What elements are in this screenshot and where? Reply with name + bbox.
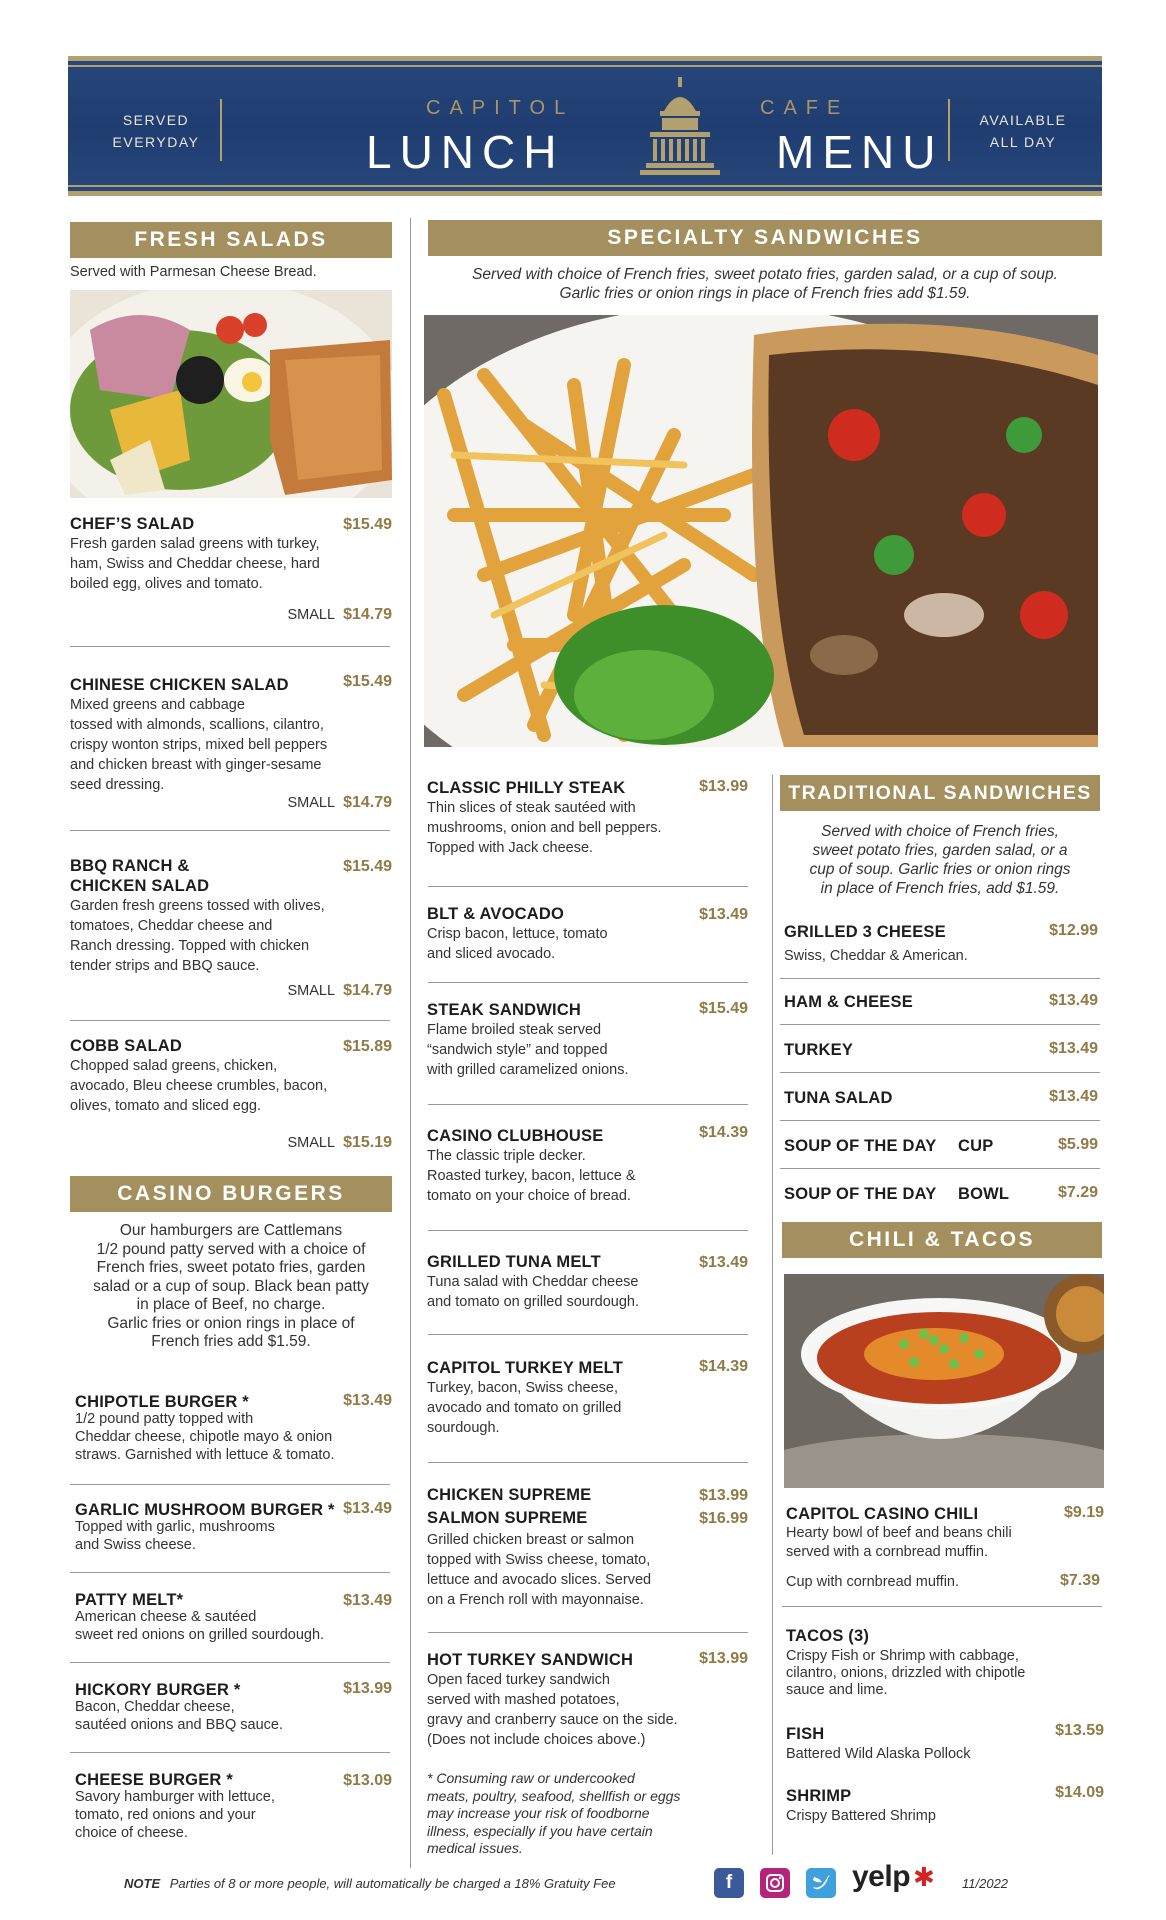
footer-note-text: Parties of 8 or more people, will automatically be charged a 18% Gratuity Fee xyxy=(169,1876,616,1891)
banner-menu: MENU xyxy=(776,126,944,178)
cobb-salad-name: COBB SALAD xyxy=(70,1037,182,1055)
twitter-icon[interactable] xyxy=(806,1868,836,1898)
turkey-name: TURKEY xyxy=(784,1041,854,1059)
chefs-salad-desc-3: boiled egg, olives and tomato. xyxy=(70,576,263,592)
casino-burgers-header: CASINO BURGERS xyxy=(70,1176,392,1212)
disclaimer-3: may increase your risk of foodborne xyxy=(427,1805,650,1821)
bbq-ranch-small xyxy=(200,982,392,1000)
divider xyxy=(70,1662,390,1663)
salads-note: Served with Parmesan Cheese Bread. xyxy=(70,264,317,280)
supreme-desc-3: lettuce and avocado slices. Served xyxy=(427,1572,652,1588)
yelp-burst-icon: ✱ xyxy=(913,1862,935,1892)
garlic-mushroom-burger-price: $13.49 xyxy=(343,1500,392,1517)
banner-capitol: CAPITOL xyxy=(426,97,575,119)
disclaimer-4: illness, especially if you have certain xyxy=(427,1822,653,1839)
philly-steak-photo xyxy=(424,315,1098,747)
tuna-melt-desc-2: and tomato on grilled sourdough. xyxy=(427,1294,640,1310)
chefs-salad-desc-1: Fresh garden salad greens with turkey, xyxy=(70,536,320,552)
divider xyxy=(780,978,1100,979)
banner-cafe: CAFE xyxy=(760,97,850,119)
chefs-salad-price: $15.49 xyxy=(343,516,392,533)
cheese-burger-name: CHEESE BURGER * xyxy=(75,1771,233,1789)
banner-lunch: LUNCH xyxy=(366,126,565,178)
grilled-3-cheese-name: GRILLED 3 CHEESE xyxy=(784,923,946,941)
cobb-small-label: SMALL xyxy=(287,1135,336,1151)
chinese-chicken-small-label: SMALL xyxy=(287,795,336,811)
twitter-glyph xyxy=(811,1874,831,1892)
footer-date: 11/2022 xyxy=(962,1876,1009,1891)
divider xyxy=(428,886,748,887)
specialty-note-2: Garlic fries or onion rings in place of French fries add $1.59. xyxy=(559,285,971,302)
chinese-chicken-desc-1: Mixed greens and cabbage xyxy=(70,697,245,713)
chefs-salad-small-label: SMALL xyxy=(287,607,336,623)
hot-turkey-sandwich-name: HOT TURKEY SANDWICH xyxy=(427,1651,634,1669)
steak-sandwich-name: STEAK SANDWICH xyxy=(427,1001,582,1019)
shrimp-taco-price: $14.09 xyxy=(1055,1784,1104,1801)
patty-melt-price: $13.49 xyxy=(343,1592,392,1609)
divider xyxy=(782,1606,1102,1607)
hickory-desc-2: sautéed onions and BBQ sauce. xyxy=(75,1717,283,1733)
hickory-desc-1: Bacon, Cheddar cheese, xyxy=(75,1699,235,1715)
chipotle-desc-1: 1/2 pound patty topped with xyxy=(75,1411,254,1427)
bbq-ranch-desc-2: tomatoes, Cheddar cheese and xyxy=(70,918,273,934)
steak-sandwich-price: $15.49 xyxy=(699,1000,748,1017)
blt-avocado-price: $13.49 xyxy=(699,906,748,923)
chinese-chicken-small-price: $14.79 xyxy=(343,794,392,811)
shrimp-taco-desc: Crispy Battered Shrimp xyxy=(786,1808,936,1824)
fish-taco-name: FISH xyxy=(786,1725,825,1743)
burgers-intro-6: Garlic fries or onion rings in place of xyxy=(107,1314,355,1332)
grilled-tuna-melt-price: $13.49 xyxy=(699,1254,748,1271)
burgers-intro-3: French fries, sweet potato fries, garden xyxy=(96,1259,366,1276)
menu-banner xyxy=(68,56,1102,196)
steak-sandwich-desc-1: Flame broiled steak served xyxy=(427,1022,602,1038)
burgers-intro-7: French fries add $1.59. xyxy=(151,1333,311,1350)
chinese-chicken-desc-3: crispy wonton strips, mixed bell peppers xyxy=(70,737,328,753)
steak-sandwich-desc-3: with grilled caramelized onions. xyxy=(427,1062,629,1078)
clubhouse-desc-1: The classic triple decker. xyxy=(427,1148,586,1164)
chili-tacos-header: CHILI & TACOS xyxy=(782,1222,1102,1258)
hickory-burger-name: HICKORY BURGER * xyxy=(75,1681,241,1699)
philly-desc-3: Topped with Jack cheese. xyxy=(427,840,594,856)
tuna-melt-desc-1: Tuna salad with Cheddar cheese xyxy=(427,1274,639,1290)
yelp-wordmark: yelp xyxy=(852,1860,911,1893)
disclaimer-5: medical issues. xyxy=(427,1840,523,1856)
chipotle-burger-name: CHIPOTLE BURGER * xyxy=(75,1393,249,1411)
soup-bowl-size: BOWL xyxy=(958,1185,1010,1203)
turkey-melt-desc-3: sourdough. xyxy=(427,1420,500,1436)
divider xyxy=(70,1484,390,1485)
traditional-note-1: Served with choice of French fries, xyxy=(821,823,1059,840)
hot-turkey-desc-2: served with mashed potatoes, xyxy=(427,1692,620,1708)
divider xyxy=(780,1024,1100,1025)
steak-sandwich-desc-2: “sandwich style” and topped xyxy=(427,1042,608,1058)
bbq-ranch-small-label: SMALL xyxy=(287,983,336,999)
chef-salad-photo xyxy=(70,290,392,498)
cheese-burger-desc-1: Savory hamburger with lettuce, xyxy=(75,1789,275,1805)
tacos-desc-2: cilantro, onions, drizzled with chipotle xyxy=(786,1665,1026,1681)
soup-cup-name: SOUP OF THE DAY xyxy=(784,1137,937,1155)
traditional-note-2: sweet potato fries, garden salad, or a xyxy=(812,842,1068,859)
turkey-melt-desc-1: Turkey, bacon, Swiss cheese, xyxy=(427,1380,618,1396)
chili-photo xyxy=(784,1274,1104,1488)
divider xyxy=(70,1572,390,1573)
patty-melt-desc-1: American cheese & sautéed xyxy=(75,1609,257,1625)
hot-turkey-desc-4: (Does not include choices above.) xyxy=(427,1732,646,1748)
salmon-supreme-price: $16.99 xyxy=(699,1510,748,1527)
soup-bowl-price: $7.29 xyxy=(1057,1184,1098,1201)
chefs-salad-small xyxy=(200,606,392,624)
divider xyxy=(428,1230,748,1231)
divider xyxy=(428,1104,748,1105)
cobb-small-price: $15.19 xyxy=(343,1134,392,1151)
divider xyxy=(70,646,390,647)
divider xyxy=(70,1752,390,1753)
chinese-chicken-small xyxy=(200,794,392,812)
bbq-ranch-desc-1: Garden fresh greens tossed with olives, xyxy=(70,898,325,914)
banner-rule-bottom xyxy=(68,185,1102,187)
chili-desc-2: served with a cornbread muffin. xyxy=(786,1544,989,1560)
turkey-melt-desc-2: avocado and tomato on grilled xyxy=(427,1400,622,1416)
chinese-chicken-desc-5: seed dressing. xyxy=(70,777,165,793)
cobb-salad-price: $15.89 xyxy=(343,1038,392,1055)
hot-turkey-desc-1: Open faced turkey sandwich xyxy=(427,1672,610,1688)
column-divider-1 xyxy=(410,218,411,1868)
banner-divider-left xyxy=(220,99,222,161)
divider xyxy=(428,1462,748,1463)
traditional-note-3: cup of soup. Garlic fries or onion rings xyxy=(809,861,1071,878)
soup-bowl-name: SOUP OF THE DAY xyxy=(784,1185,937,1203)
capitol-turkey-melt-price: $14.39 xyxy=(699,1358,748,1375)
clubhouse-desc-3: tomato on your choice of bread. xyxy=(427,1188,631,1204)
blt-desc-2: and sliced avocado. xyxy=(427,946,556,962)
patty-melt-desc-2: sweet red onions on grilled sourdough. xyxy=(75,1627,325,1643)
divider xyxy=(780,1120,1100,1121)
divider xyxy=(780,1168,1100,1169)
cobb-small xyxy=(200,1134,392,1152)
blt-avocado-name: BLT & AVOCADO xyxy=(427,905,565,923)
garlic-mushroom-desc-1: Topped with garlic, mushrooms xyxy=(75,1519,275,1535)
divider xyxy=(428,1334,748,1335)
hot-turkey-sandwich-price: $13.99 xyxy=(699,1650,748,1667)
fresh-salads-header: FRESH SALADS xyxy=(70,222,392,258)
banner-all-day: ALL DAY xyxy=(989,134,1057,150)
grilled-tuna-melt-name: GRILLED TUNA MELT xyxy=(427,1253,601,1271)
salmon-supreme-name: SALMON SUPREME xyxy=(427,1509,588,1527)
chefs-salad-desc-2: ham, Swiss and Cheddar cheese, hard xyxy=(70,556,320,572)
chipotle-desc-2: Cheddar cheese, chipotle mayo & onion xyxy=(75,1429,333,1445)
cobb-desc-2: avocado, Bleu cheese crumbles, bacon, xyxy=(70,1078,328,1094)
capitol-turkey-melt-name: CAPITOL TURKEY MELT xyxy=(427,1359,624,1377)
divider xyxy=(428,982,748,983)
chinese-chicken-desc-4: and chicken breast with ginger-sesame xyxy=(70,757,322,773)
grilled-3-cheese-desc: Swiss, Cheddar & American. xyxy=(784,948,968,964)
specialty-sandwiches-header: SPECIALTY SANDWICHES xyxy=(428,220,1102,256)
supreme-desc-2: topped with Swiss cheese, tomato, xyxy=(427,1552,651,1568)
tacos-desc-3: sauce and lime. xyxy=(786,1682,888,1698)
grilled-3-cheese-price: $12.99 xyxy=(1049,922,1098,939)
tuna-salad-price: $13.49 xyxy=(1049,1088,1098,1105)
turkey-price: $13.49 xyxy=(1049,1040,1098,1057)
bbq-ranch-small-price: $14.79 xyxy=(343,982,392,999)
burgers-intro-5: in place of Beef, no charge. xyxy=(136,1296,326,1313)
cobb-desc-1: Chopped salad greens, chicken, xyxy=(70,1058,278,1074)
bbq-ranch-salad-name: BBQ RANCH & xyxy=(70,857,190,875)
traditional-note-4: in place of French fries, add $1.59. xyxy=(820,880,1060,897)
chicken-supreme-price: $13.99 xyxy=(699,1487,748,1504)
banner-divider-right xyxy=(948,99,950,161)
disclaimer-2: meats, poultry, seafood, shellfish or eggs xyxy=(427,1787,681,1804)
traditional-sandwiches-header: TRADITIONAL SANDWICHES xyxy=(780,775,1100,811)
bbq-ranch-salad-name-2: CHICKEN SALAD xyxy=(70,877,210,895)
garlic-mushroom-burger-name: GARLIC MUSHROOM BURGER * xyxy=(75,1501,335,1519)
soup-cup-size: CUP xyxy=(958,1137,994,1155)
classic-philly-steak-name: CLASSIC PHILLY STEAK xyxy=(427,779,626,797)
shrimp-taco-name: SHRIMP xyxy=(786,1787,852,1805)
bbq-ranch-desc-4: tender strips and BBQ sauce. xyxy=(70,958,260,974)
supreme-desc-1: Grilled chicken breast or salmon xyxy=(427,1532,635,1548)
banner-everyday: EVERYDAY xyxy=(112,134,200,150)
cobb-desc-3: olives, tomato and sliced egg. xyxy=(70,1098,262,1114)
supreme-desc-4: on a French roll with mayonnaise. xyxy=(427,1592,644,1608)
chili-desc-1: Hearty bowl of beef and beans chili xyxy=(786,1525,1012,1541)
classic-philly-steak-price: $13.99 xyxy=(699,778,748,795)
burgers-intro-1: Our hamburgers are Cattlemans xyxy=(119,1222,343,1239)
banner-available: AVAILABLE xyxy=(979,112,1067,128)
yelp-icon[interactable] xyxy=(852,1860,934,1894)
chili-cup-text: Cup with cornbread muffin. xyxy=(786,1574,960,1590)
divider xyxy=(70,1020,390,1021)
soup-cup-price: $5.99 xyxy=(1057,1136,1098,1153)
garlic-mushroom-desc-2: and Swiss cheese. xyxy=(75,1537,196,1553)
banner-served: SERVED xyxy=(122,112,190,128)
banner-rule-top xyxy=(68,65,1102,67)
chinese-chicken-salad-price: $15.49 xyxy=(343,673,392,690)
burgers-intro-4: salad or a cup of soup. Black bean patty xyxy=(93,1277,369,1295)
burgers-intro-2: 1/2 pound patty served with a choice of xyxy=(96,1240,366,1258)
divider xyxy=(780,1072,1100,1073)
hot-turkey-desc-3: gravy and cranberry sauce on the side. xyxy=(427,1712,678,1728)
bbq-ranch-desc-3: Ranch dressing. Topped with chicken xyxy=(70,938,310,954)
facebook-icon[interactable] xyxy=(714,1868,744,1898)
chicken-supreme-name: CHICKEN SUPREME xyxy=(427,1486,592,1504)
cheese-burger-price: $13.09 xyxy=(343,1772,392,1789)
capitol-casino-chili-price: $9.19 xyxy=(1063,1504,1104,1521)
tacos-desc-1: Crispy Fish or Shrimp with cabbage, xyxy=(786,1648,1019,1664)
fish-taco-price: $13.59 xyxy=(1055,1722,1104,1739)
divider xyxy=(428,1632,748,1633)
column-divider-2 xyxy=(772,775,773,1855)
instagram-icon[interactable] xyxy=(760,1868,790,1898)
blt-desc-1: Crisp bacon, lettuce, tomato xyxy=(427,926,608,942)
clubhouse-desc-2: Roasted turkey, bacon, lettuce & xyxy=(427,1168,636,1184)
tuna-salad-name: TUNA SALAD xyxy=(784,1089,893,1107)
fish-taco-desc: Battered Wild Alaska Pollock xyxy=(786,1746,971,1762)
divider xyxy=(70,830,390,831)
instagram-glyph xyxy=(765,1873,785,1893)
capitol-dome-icon xyxy=(636,77,724,175)
casino-clubhouse-name: CASINO CLUBHOUSE xyxy=(427,1127,604,1145)
specialty-note-1: Served with choice of French fries, sweet potato fries, garden salad, or a cup of soup. xyxy=(472,266,1058,283)
cheese-burger-desc-3: choice of cheese. xyxy=(75,1825,188,1841)
philly-desc-1: Thin slices of steak sautéed with xyxy=(427,800,636,816)
chefs-salad-small-price: $14.79 xyxy=(343,606,392,623)
chili-cup-price: $7.39 xyxy=(1059,1572,1100,1589)
cheese-burger-desc-2: tomato, red onions and your xyxy=(75,1807,256,1823)
chinese-chicken-desc-2: tossed with almonds, scallions, cilantro, xyxy=(70,717,324,733)
bbq-ranch-salad-price: $15.49 xyxy=(343,858,392,875)
footer-note-label: NOTE xyxy=(124,1876,161,1891)
chefs-salad-name: CHEF’S SALAD xyxy=(70,515,195,533)
facebook-glyph: f xyxy=(725,1872,733,1893)
capitol-casino-chili-name: CAPITOL CASINO CHILI xyxy=(786,1505,979,1523)
disclaimer-1: * Consuming raw or undercooked xyxy=(427,1770,635,1786)
patty-melt-name: PATTY MELT* xyxy=(75,1591,184,1609)
chipotle-burger-price: $13.49 xyxy=(343,1392,392,1409)
ham-cheese-price: $13.49 xyxy=(1049,992,1098,1009)
chinese-chicken-salad-name: CHINESE CHICKEN SALAD xyxy=(70,676,289,694)
ham-cheese-name: HAM & CHEESE xyxy=(784,993,913,1011)
hickory-burger-price: $13.99 xyxy=(343,1680,392,1697)
tacos-name: TACOS (3) xyxy=(786,1627,870,1645)
chipotle-desc-3: straws. Garnished with lettuce & tomato. xyxy=(75,1447,335,1463)
philly-desc-2: mushrooms, onion and bell peppers. xyxy=(427,820,662,836)
casino-clubhouse-price: $14.39 xyxy=(699,1124,748,1141)
